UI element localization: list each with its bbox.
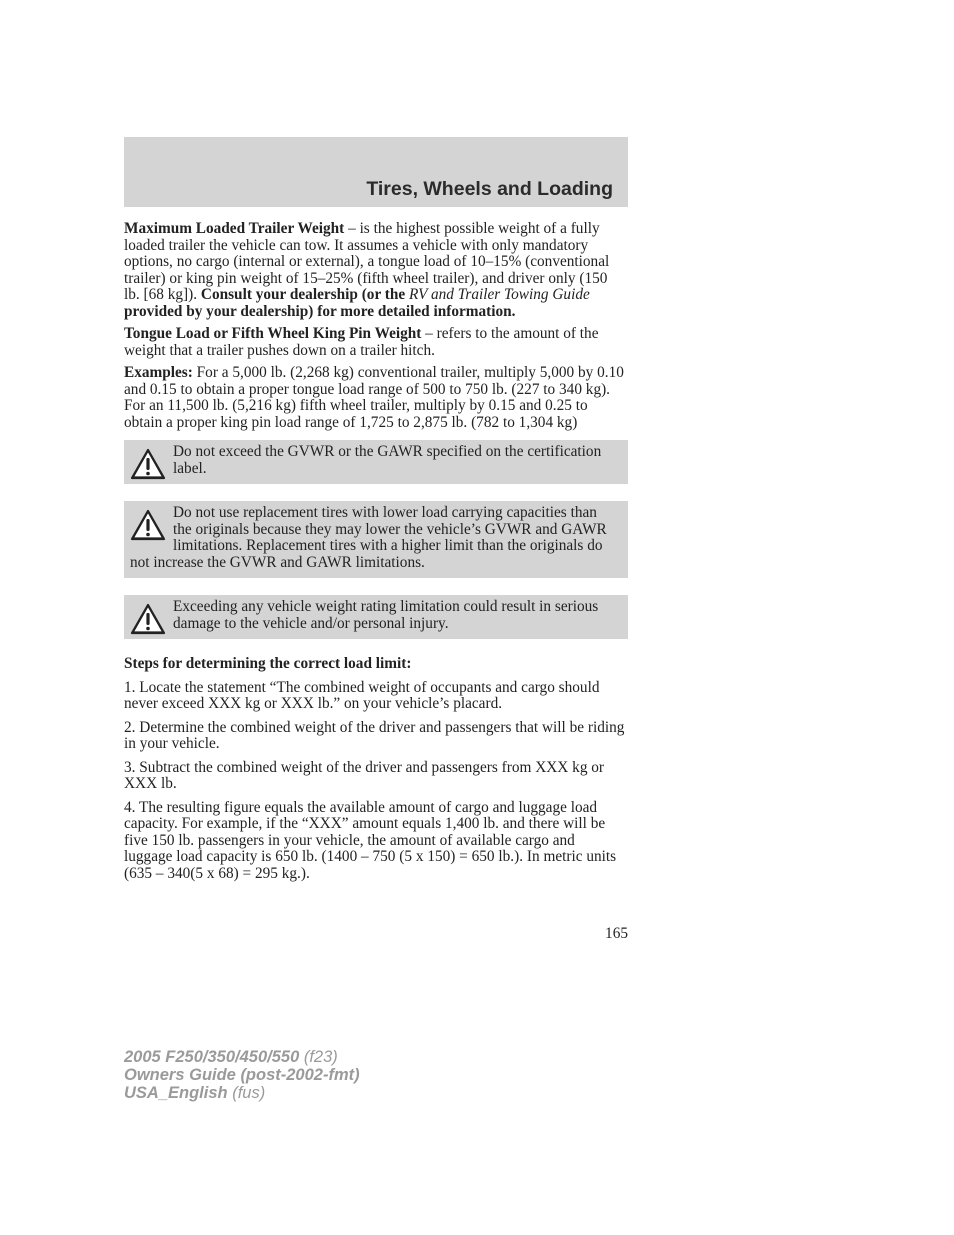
page-number: 165 [605, 925, 628, 942]
steps-heading: Steps for determining the correct load limit: [124, 655, 412, 672]
guide-title: RV and Trailer Towing Guide [409, 286, 590, 303]
warning-text: Do not use replacement tires with lower load carrying capacities than the originals because they may lower the vehicle’s GVWR and GAWR limitations. Replacement tires with a higher limit than the originals do not increase the GVWR and GAWR limitations. [130, 504, 607, 571]
warning-text: Do not exceed the GVWR or the GAWR specified on the certification label. [173, 443, 602, 477]
term-tongue-load: Tongue Load or Fifth Wheel King Pin Weight [124, 325, 422, 342]
warning-box-weight-rating [124, 595, 628, 639]
term-examples: Examples: [124, 364, 193, 381]
step-item-4: 4. The resulting figure equals the available amount of cargo and luggage load capacity. For example, if the “XXX” amount equals 1,400 lb. and there will be five 150 lb. passengers in your vehicle, the amount of available cargo and luggage load capacity is 650 lb. (1400 – 750 (5 x 150) = 650 lb.). In metric units (635 – 340(5 x 68) = 295 kg.). [124, 798, 617, 882]
warning-triangle-icon [130, 509, 166, 541]
page-content [124, 221, 625, 889]
document-footer [124, 1048, 360, 1102]
paragraph-max-trailer-weight: Maximum Loaded Trailer Weight – is the highest possible weight of a fully loaded trailer the vehicle can tow. It assumes a vehicle with only mandatory options, no cargo (internal or external), a tongue load of 10–15% (conventional trailer) or king pin weight of 15–25% (fifth wheel trailer), and driver only (150 lb. [68 kg]). Consult your dealership (or the RV and Trailer Towing Guide provided by your dealership) for more detailed information. [124, 220, 610, 320]
footer-line-language: USA_English (fus) [124, 1084, 266, 1102]
section-header [124, 137, 628, 207]
footer-line-model: 2005 F250/350/450/550 (f23) [124, 1048, 338, 1066]
warning-box-gvwr [124, 440, 628, 484]
warning-triangle-icon [130, 603, 166, 635]
step-item-3: 3. Subtract the combined weight of the driver and passengers from XXX kg or XXX lb. [124, 758, 605, 792]
step-item-2: 2. Determine the combined weight of the driver and passengers that will be riding in your vehicle. [124, 718, 625, 752]
warning-triangle-icon [130, 448, 166, 480]
warning-box-replacement-tires [124, 501, 628, 578]
step-item-1: 1. Locate the statement “The combined weight of occupants and cargo should never exceed XXX kg or XXX lb.” on your vehicle’s placard. [124, 678, 600, 712]
warning-text: Exceeding any vehicle weight rating limitation could result in serious damage to the vehicle and/or personal injury. [173, 598, 599, 632]
section-title: Tires, Wheels and Loading [366, 178, 613, 200]
footer-line-guide: Owners Guide (post-2002-fmt) [124, 1066, 360, 1084]
paragraph-tongue-load: Tongue Load or Fifth Wheel King Pin Weight – refers to the amount of the weight that a trailer pushes down on a trailer hitch. [124, 325, 599, 359]
paragraph-examples: Examples: For a 5,000 lb. (2,268 kg) conventional trailer, multiply 5,000 by 0.10 and 0.15 to obtain a proper tongue load range of 500 to 750 lb. (227 to 340 kg). For an 11,500 lb. (5,216 kg) fifth wheel trailer, multiply by 0.15 and 0.25 to obtain a proper king pin load range of 1,725 to 2,875 lb. (782 to 1,304 kg) [124, 364, 624, 431]
term-max-trailer-weight: Maximum Loaded Trailer Weight [124, 220, 345, 237]
